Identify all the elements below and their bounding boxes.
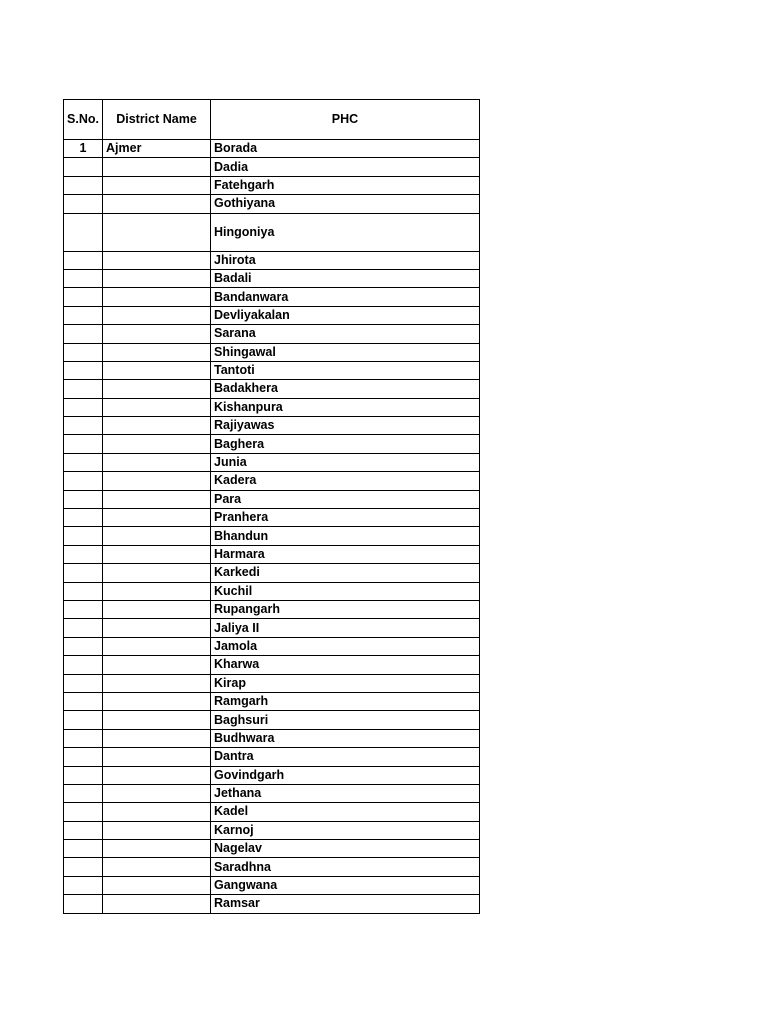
table-row — [64, 545, 480, 563]
phc-cell: Baghera — [211, 435, 480, 453]
sno-cell — [64, 417, 103, 435]
sno-cell — [64, 840, 103, 858]
table-row — [64, 876, 480, 894]
district-cell — [103, 306, 211, 324]
district-cell — [103, 398, 211, 416]
phc-cell: Jamola — [211, 637, 480, 655]
sno-cell — [64, 895, 103, 913]
district-cell — [103, 858, 211, 876]
district-cell — [103, 490, 211, 508]
sno-cell — [64, 637, 103, 655]
table-row — [64, 840, 480, 858]
table-row — [64, 619, 480, 637]
table-row — [64, 509, 480, 527]
table-row — [64, 711, 480, 729]
table-row — [64, 213, 480, 251]
sno-cell — [64, 748, 103, 766]
phc-cell: Jaliya II — [211, 619, 480, 637]
phc-cell: Ramgarh — [211, 692, 480, 710]
table-row — [64, 435, 480, 453]
phc-cell: Baghsuri — [211, 711, 480, 729]
sno-cell — [64, 398, 103, 416]
sno-cell — [64, 711, 103, 729]
district-cell — [103, 766, 211, 784]
table-row — [64, 858, 480, 876]
district-cell — [103, 213, 211, 251]
sno-cell — [64, 306, 103, 324]
table-row — [64, 821, 480, 839]
sno-cell — [64, 729, 103, 747]
sno-cell — [64, 803, 103, 821]
sno-cell — [64, 380, 103, 398]
table-row — [64, 158, 480, 176]
table-row — [64, 398, 480, 416]
phc-cell: Para — [211, 490, 480, 508]
district-cell — [103, 509, 211, 527]
district-cell — [103, 840, 211, 858]
phc-cell: Saradhna — [211, 858, 480, 876]
table-row — [64, 343, 480, 361]
phc-cell: Badali — [211, 269, 480, 287]
table-row — [64, 325, 480, 343]
table-row — [64, 582, 480, 600]
phc-cell: Jhirota — [211, 251, 480, 269]
district-cell — [103, 895, 211, 913]
sno-cell — [64, 600, 103, 618]
district-cell — [103, 582, 211, 600]
phc-cell: Badakhera — [211, 380, 480, 398]
phc-cell: Devliyakalan — [211, 306, 480, 324]
district-cell — [103, 619, 211, 637]
sno-cell — [64, 858, 103, 876]
table-row — [64, 564, 480, 582]
sno-cell — [64, 527, 103, 545]
district-cell — [103, 564, 211, 582]
sno-cell — [64, 325, 103, 343]
district-cell — [103, 472, 211, 490]
table-row — [64, 784, 480, 802]
phc-cell: Kadera — [211, 472, 480, 490]
district-cell — [103, 545, 211, 563]
table-row — [64, 656, 480, 674]
phc-cell: Nagelav — [211, 840, 480, 858]
header-district-name: District Name — [103, 100, 211, 140]
phc-cell: Karkedi — [211, 564, 480, 582]
district-cell — [103, 195, 211, 213]
district-cell: Ajmer — [103, 140, 211, 158]
phc-cell: Bhandun — [211, 527, 480, 545]
table-row — [64, 490, 480, 508]
table-row — [64, 748, 480, 766]
phc-cell: Govindgarh — [211, 766, 480, 784]
sno-cell — [64, 251, 103, 269]
sno-cell — [64, 784, 103, 802]
sno-cell — [64, 158, 103, 176]
sno-cell — [64, 564, 103, 582]
phc-cell: Kadel — [211, 803, 480, 821]
phc-cell: Junia — [211, 453, 480, 471]
phc-cell: Gothiyana — [211, 195, 480, 213]
table-row — [64, 306, 480, 324]
phc-cell: Jethana — [211, 784, 480, 802]
table-row — [64, 472, 480, 490]
phc-cell: Ramsar — [211, 895, 480, 913]
table-row — [64, 380, 480, 398]
phc-cell: Karnoj — [211, 821, 480, 839]
phc-cell: Pranhera — [211, 509, 480, 527]
phc-cell: Kuchil — [211, 582, 480, 600]
sno-cell — [64, 269, 103, 287]
table-row — [64, 729, 480, 747]
header-row — [64, 100, 480, 140]
district-cell — [103, 176, 211, 194]
sno-cell — [64, 545, 103, 563]
table-row — [64, 288, 480, 306]
phc-cell: Sarana — [211, 325, 480, 343]
sno-cell — [64, 343, 103, 361]
table-row — [64, 692, 480, 710]
phc-cell: Kishanpura — [211, 398, 480, 416]
header-sno: S.No. — [64, 100, 103, 140]
district-cell — [103, 803, 211, 821]
table-row — [64, 527, 480, 545]
phc-cell: Gangwana — [211, 876, 480, 894]
sno-cell — [64, 821, 103, 839]
table-row — [64, 251, 480, 269]
phc-cell: Rajiyawas — [211, 417, 480, 435]
district-cell — [103, 692, 211, 710]
district-cell — [103, 325, 211, 343]
district-cell — [103, 251, 211, 269]
sno-cell — [64, 674, 103, 692]
sno-cell: 1 — [64, 140, 103, 158]
sno-cell — [64, 619, 103, 637]
sno-cell — [64, 288, 103, 306]
district-cell — [103, 876, 211, 894]
sno-cell — [64, 435, 103, 453]
district-cell — [103, 435, 211, 453]
district-cell — [103, 288, 211, 306]
district-cell — [103, 380, 211, 398]
phc-cell: Hingoniya — [211, 213, 480, 251]
table-body — [64, 140, 480, 914]
district-cell — [103, 821, 211, 839]
sno-cell — [64, 692, 103, 710]
table-row — [64, 417, 480, 435]
sno-cell — [64, 876, 103, 894]
table-row — [64, 674, 480, 692]
district-cell — [103, 453, 211, 471]
table-row — [64, 766, 480, 784]
district-cell — [103, 158, 211, 176]
phc-cell: Bandanwara — [211, 288, 480, 306]
district-cell — [103, 527, 211, 545]
district-cell — [103, 269, 211, 287]
table-row — [64, 453, 480, 471]
sno-cell — [64, 361, 103, 379]
table-row — [64, 637, 480, 655]
phc-cell: Tantoti — [211, 361, 480, 379]
district-cell — [103, 784, 211, 802]
district-cell — [103, 637, 211, 655]
table-row — [64, 176, 480, 194]
phc-cell: Borada — [211, 140, 480, 158]
sno-cell — [64, 490, 103, 508]
sno-cell — [64, 195, 103, 213]
table-row — [64, 140, 480, 158]
table-row — [64, 361, 480, 379]
sno-cell — [64, 582, 103, 600]
district-cell — [103, 748, 211, 766]
table-row — [64, 895, 480, 913]
table-row — [64, 600, 480, 618]
sno-cell — [64, 509, 103, 527]
header-phc: PHC — [211, 100, 480, 140]
sno-cell — [64, 176, 103, 194]
sno-cell — [64, 213, 103, 251]
sno-cell — [64, 766, 103, 784]
table-row — [64, 195, 480, 213]
district-cell — [103, 361, 211, 379]
phc-cell: Kharwa — [211, 656, 480, 674]
phc-cell: Rupangarh — [211, 600, 480, 618]
table-header — [64, 100, 480, 140]
phc-cell: Budhwara — [211, 729, 480, 747]
district-cell — [103, 674, 211, 692]
phc-table — [63, 99, 480, 914]
phc-cell: Harmara — [211, 545, 480, 563]
table-row — [64, 269, 480, 287]
district-cell — [103, 711, 211, 729]
sno-cell — [64, 453, 103, 471]
phc-cell: Kirap — [211, 674, 480, 692]
district-cell — [103, 600, 211, 618]
phc-cell: Dadia — [211, 158, 480, 176]
table-row — [64, 803, 480, 821]
district-cell — [103, 343, 211, 361]
phc-cell: Fatehgarh — [211, 176, 480, 194]
phc-cell: Dantra — [211, 748, 480, 766]
district-cell — [103, 656, 211, 674]
district-cell — [103, 417, 211, 435]
sno-cell — [64, 656, 103, 674]
sno-cell — [64, 472, 103, 490]
phc-cell: Shingawal — [211, 343, 480, 361]
district-cell — [103, 729, 211, 747]
